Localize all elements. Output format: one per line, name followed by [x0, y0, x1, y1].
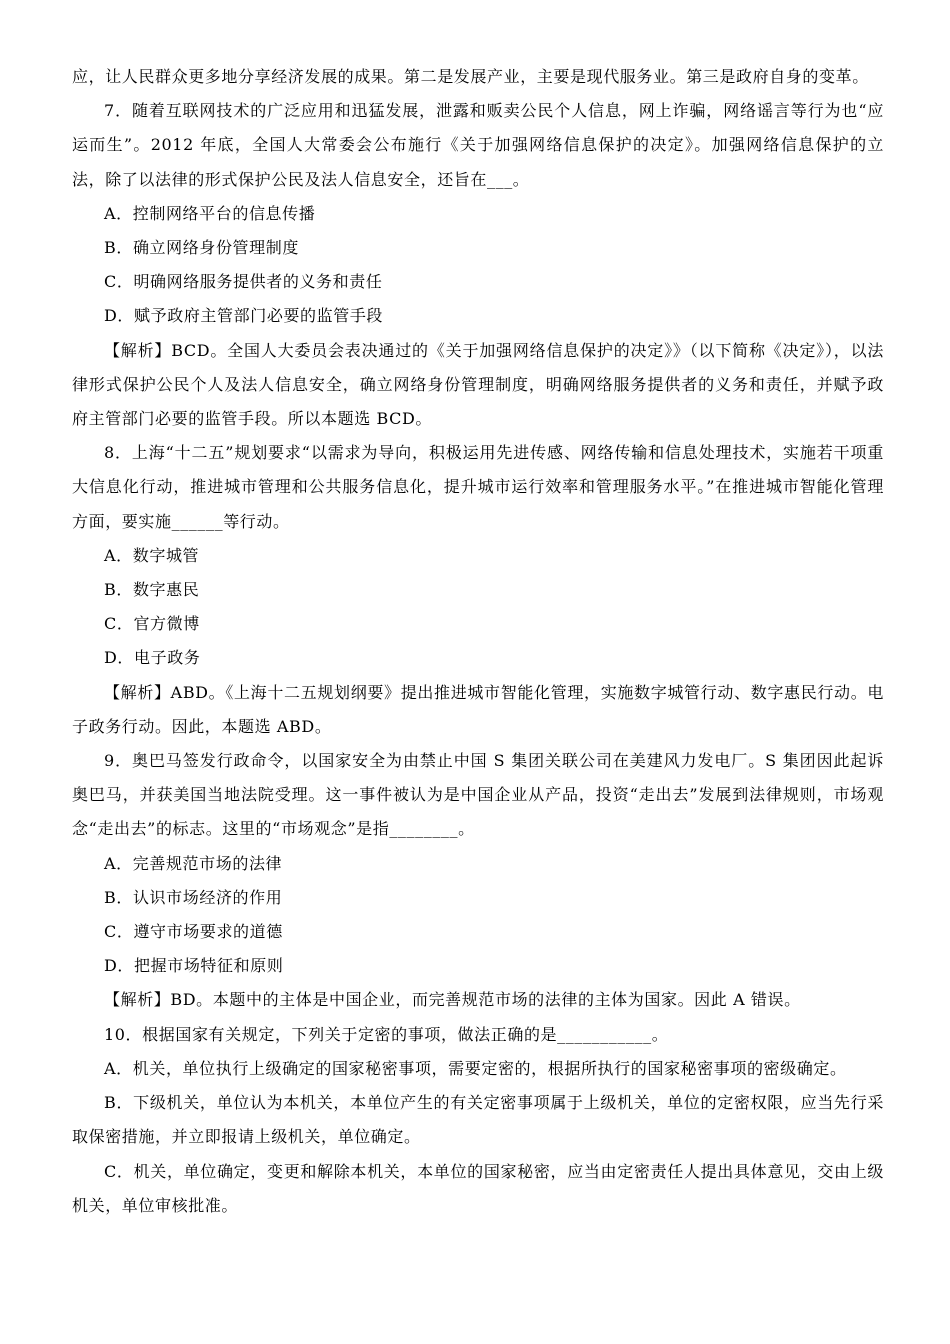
question-9-analysis: 【解析】BD。本题中的主体是中国企业，而完善规范市场的法律的主体为国家。因此 A 错误。 — [104, 990, 801, 1010]
question-7-option-d: D．赋予政府主管部门必要的监管手段 — [104, 306, 384, 326]
question-9-option-a: A．完善规范市场的法律 — [104, 853, 283, 873]
question-9-option-b: B．认识市场经济的作用 — [104, 887, 283, 907]
question-8-analysis: 【解析】ABD。《上海十二五规划纲要》提出推进城市智能化管理，实施数字城管行动、数字惠民行动。电子政务行动。因此，本题选 ABD。 — [72, 682, 884, 736]
question-8-stem: 8．上海“十二五”规划要求“以需求为导向，积极运用先进传感、网络传输和信息处理技术，实施若干项重大信息化行动，推进城市管理和公共服务信息化，提升城市运行效率和管理服务水平。”在推进城市智能化管理方面，要实施______等行动。 — [72, 443, 884, 531]
question-9-option-c: C．遵守市场要求的道德 — [104, 922, 283, 942]
paragraph-continuation: 应，让人民群众更多地分享经济发展的成果。第二是发展产业，主要是现代服务业。第三是政府自身的变革。 — [72, 67, 869, 86]
question-8-option-b: B．数字惠民 — [104, 580, 200, 600]
question-10-stem: 10．根据国家有关规定，下列关于定密的事项，做法正确的是___________。 — [104, 1024, 669, 1044]
question-8-option-a: A．数字城管 — [104, 545, 200, 565]
question-9-stem: 9．奥巴马签发行政命令，以国家安全为由禁止中国 S 集团关联公司在美建风力发电厂。S 集团因此起诉奥巴马，并获美国当地法院受理。这一事件被认为是中国企业从产品，投资“走出去”发展到法律规则，市场观念“走出去”的标志。这里的“市场观念”是指________。 — [72, 751, 884, 839]
question-7-option-b: B．确立网络身份管理制度 — [104, 238, 299, 258]
question-7-option-c: C．明确网络服务提供者的义务和责任 — [104, 272, 383, 292]
question-7-analysis: 【解析】BCD。全国人大委员会表决通过的《关于加强网络信息保护的决定》》（以下简称《决定》），以法律形式保护公民个人及法人信息安全，确立网络身份管理制度，明确网络服务提供者的义务和责任，并赋予政府主管部门必要的监管手段。所以本题选 BCD。 — [72, 340, 884, 429]
question-9-option-d: D．把握市场特征和原则 — [104, 956, 284, 976]
question-7-stem: 7．随着互联网技术的广泛应用和迅猛发展，泄露和贩卖公民个人信息，网上诈骗，网络谣言等行为也“应运而生”。2012 年底，全国人大常委会公布施行《关于加强网络信息保护的决定》。加强网络信息保护的立法，除了以法律的形式保护公民及法人信息安全，还旨在___。 — [72, 101, 884, 189]
question-10-option-b: B．下级机关，单位认为本机关，本单位产生的有关定密事项属于上级机关，单位的定密权限，应当先行采取保密措施，并立即报请上级机关，单位确定。 — [72, 1093, 884, 1147]
question-8-option-c: C．官方微博 — [104, 614, 200, 634]
document-page — [72, 60, 884, 1320]
question-7-option-a: A．控制网络平台的信息传播 — [104, 203, 316, 223]
question-10-option-c: C．机关，单位确定，变更和解除本机关，本单位的国家秘密，应当由定密责任人提出具体意见，交由上级机关，单位审核批准。 — [72, 1161, 884, 1215]
question-8-option-d: D．电子政务 — [104, 648, 201, 668]
question-10-option-a: A．机关，单位执行上级确定的国家秘密事项，需要定密的，根据所执行的国家秘密事项的密级确定。 — [104, 1058, 847, 1078]
